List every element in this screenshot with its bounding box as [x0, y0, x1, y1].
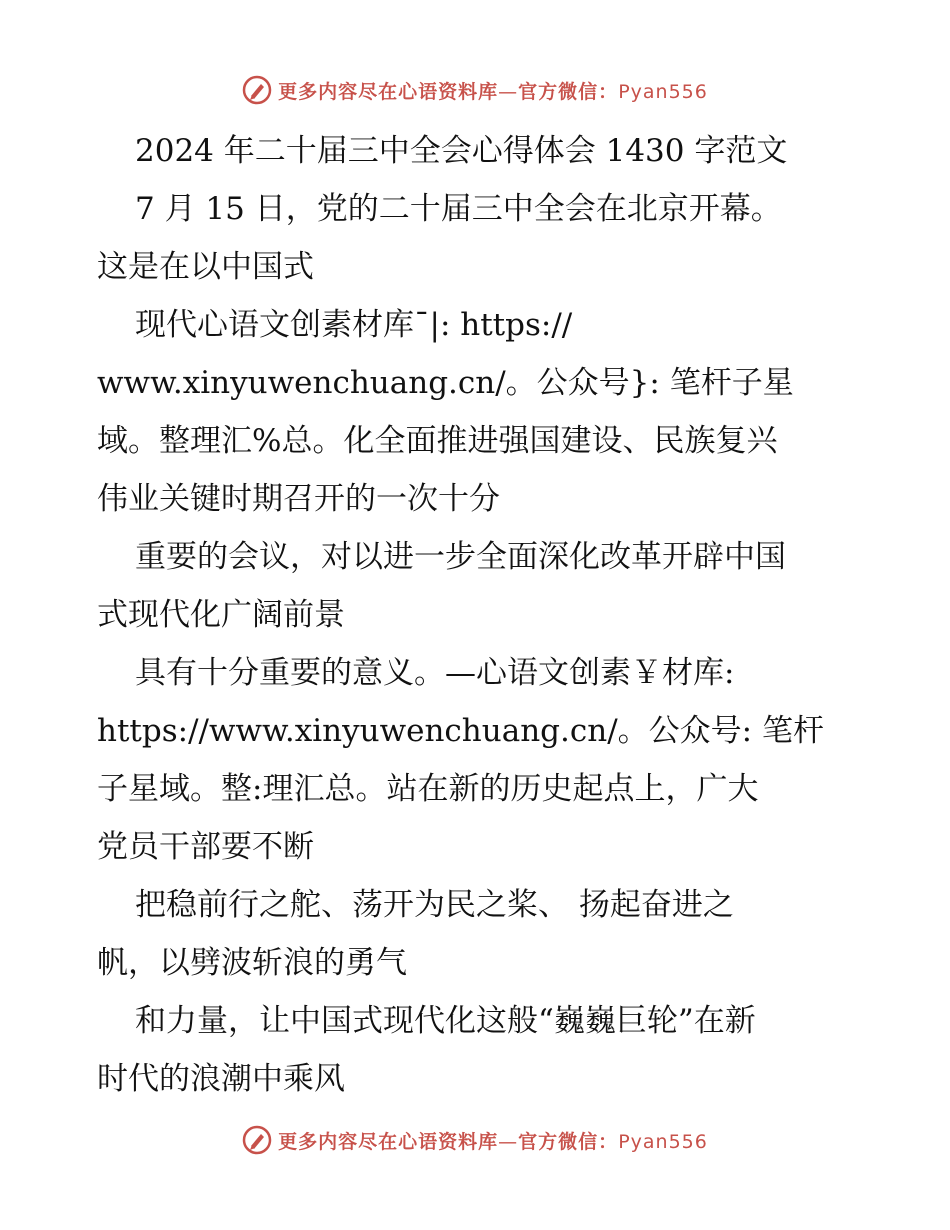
paragraph-line: 这是在以中国式 — [97, 249, 314, 285]
paragraph-line: 帆，以劈波斩浪的勇气 — [97, 945, 407, 981]
banner-dash: — — [498, 1130, 519, 1153]
banner-account-label: 官方微信： — [518, 80, 619, 103]
paragraph-line: 现代心语文创素材库¯|: https:// — [135, 307, 573, 343]
paragraph-line: https://www.xinyuwenchuang.cn/。公众号: 笔杆 — [97, 713, 824, 749]
banner-account-label: 官方微信： — [518, 1130, 619, 1153]
banner-account-id: Pyan556 — [618, 1130, 708, 1153]
paragraph-line: 7 月 15 日，党的二十届三中全会在北京开幕。 — [135, 191, 782, 227]
banner-text — [278, 1127, 708, 1154]
banner-account-id: Pyan556 — [618, 80, 708, 103]
paragraph-line: 伟业关键时期召开的一次十分 — [97, 481, 500, 517]
header-banner — [0, 70, 950, 110]
paragraph-line: 具有十分重要的意义。—心语文创素￥材库: — [135, 655, 735, 691]
document-title: 2024 年二十届三中全会心得体会 1430 字范文 — [135, 133, 788, 169]
paragraph-line: 式现代化广阔前景 — [97, 597, 345, 633]
pen-logo-icon — [242, 75, 272, 105]
paragraph-line: 和力量，让中国式现代化这般“巍巍巨轮”在新 — [135, 1003, 756, 1039]
banner-text — [278, 77, 708, 104]
banner-slogan: 更多内容尽在心语资料库 — [278, 80, 499, 103]
banner-dash: — — [498, 80, 519, 103]
paragraph-line: 党员干部要不断 — [97, 829, 314, 865]
paragraph-line: 把稳前行之舵、荡开为民之桨、 扬起奋进之 — [135, 887, 734, 923]
footer-banner — [0, 1120, 950, 1160]
paragraph-line: 子星域。整:理汇总。站在新的历史起点上，广大 — [97, 771, 759, 807]
paragraph-line: www.xinyuwenchuang.cn/。公众号}: 笔杆子星 — [97, 365, 794, 401]
paragraph-line: 时代的浪潮中乘风 — [97, 1061, 345, 1097]
pen-logo-icon — [242, 1125, 272, 1155]
document-body — [97, 122, 857, 1108]
banner-slogan: 更多内容尽在心语资料库 — [278, 1130, 499, 1153]
paragraph-line: 域。整理汇%总。化全面推进强国建设、民族复兴 — [97, 423, 778, 459]
paragraph-line: 重要的会议，对以进一步全面深化改革开辟中国 — [135, 539, 786, 575]
